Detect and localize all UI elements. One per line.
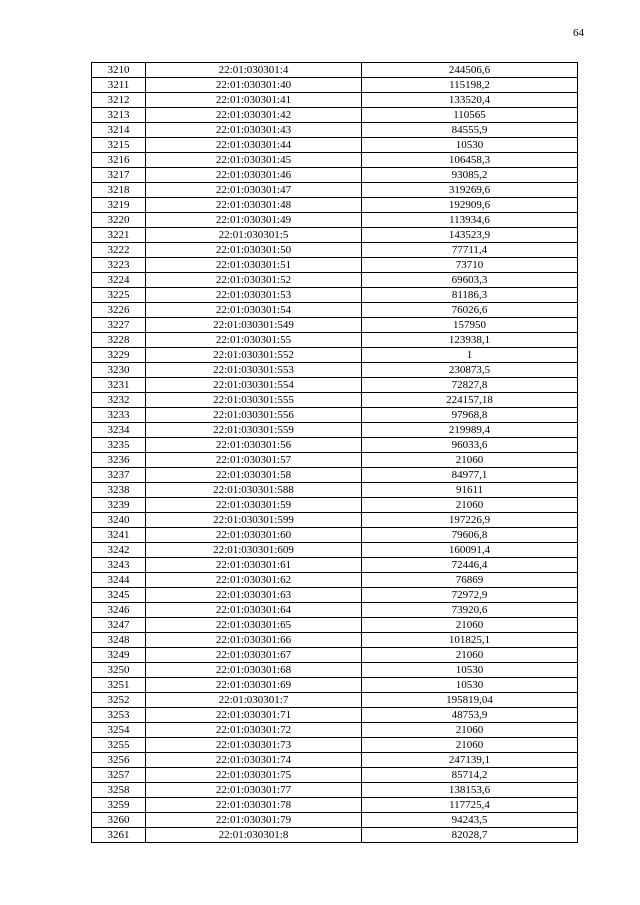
value-cell: 84555,9 (362, 123, 578, 138)
cadastral-number-cell: 22:01:030301:5 (146, 228, 362, 243)
value-cell: 143523,9 (362, 228, 578, 243)
cadastral-number-cell: 22:01:030301:45 (146, 153, 362, 168)
table-row (92, 708, 578, 723)
cadastral-number-cell: 22:01:030301:67 (146, 648, 362, 663)
row-number-cell: 3225 (92, 288, 146, 303)
table-row (92, 243, 578, 258)
table-row (92, 318, 578, 333)
cadastral-number-cell: 22:01:030301:68 (146, 663, 362, 678)
table-row (92, 288, 578, 303)
cadastral-number-cell: 22:01:030301:50 (146, 243, 362, 258)
table-row (92, 303, 578, 318)
value-cell: 76869 (362, 573, 578, 588)
row-number-cell: 3233 (92, 408, 146, 423)
table-row (92, 348, 578, 363)
row-number-cell: 3234 (92, 423, 146, 438)
table-row (92, 453, 578, 468)
table-row (92, 588, 578, 603)
row-number-cell: 3211 (92, 78, 146, 93)
value-cell: 160091,4 (362, 543, 578, 558)
value-cell: 81186,3 (362, 288, 578, 303)
table-row (92, 528, 578, 543)
cadastral-number-cell: 22:01:030301:556 (146, 408, 362, 423)
row-number-cell: 3223 (92, 258, 146, 273)
cadastral-number-cell: 22:01:030301:53 (146, 288, 362, 303)
cadastral-number-cell: 22:01:030301:69 (146, 678, 362, 693)
row-number-cell: 3216 (92, 153, 146, 168)
value-cell: 21060 (362, 498, 578, 513)
row-number-cell: 3256 (92, 753, 146, 768)
table-row (92, 678, 578, 693)
row-number-cell: 3254 (92, 723, 146, 738)
parcel-table (91, 62, 578, 843)
table-row (92, 723, 578, 738)
table-row (92, 813, 578, 828)
cadastral-number-cell: 22:01:030301:7 (146, 693, 362, 708)
value-cell: 69603,3 (362, 273, 578, 288)
row-number-cell: 3253 (92, 708, 146, 723)
value-cell: 138153,6 (362, 783, 578, 798)
value-cell: 244506,6 (362, 63, 578, 78)
table-row (92, 408, 578, 423)
value-cell: 123938,1 (362, 333, 578, 348)
table-row (92, 828, 578, 843)
cadastral-number-cell: 22:01:030301:78 (146, 798, 362, 813)
table-row (92, 333, 578, 348)
cadastral-number-cell: 22:01:030301:64 (146, 603, 362, 618)
cadastral-number-cell: 22:01:030301:49 (146, 213, 362, 228)
value-cell: 21060 (362, 723, 578, 738)
cadastral-number-cell: 22:01:030301:48 (146, 198, 362, 213)
value-cell: 72827,8 (362, 378, 578, 393)
table-row (92, 483, 578, 498)
row-number-cell: 3248 (92, 633, 146, 648)
cadastral-number-cell: 22:01:030301:549 (146, 318, 362, 333)
cadastral-number-cell: 22:01:030301:40 (146, 78, 362, 93)
value-cell: 219989,4 (362, 423, 578, 438)
cadastral-number-cell: 22:01:030301:59 (146, 498, 362, 513)
row-number-cell: 3246 (92, 603, 146, 618)
table-row (92, 63, 578, 78)
row-number-cell: 3247 (92, 618, 146, 633)
value-cell: 85714,2 (362, 768, 578, 783)
row-number-cell: 3255 (92, 738, 146, 753)
table-row (92, 468, 578, 483)
row-number-cell: 3212 (92, 93, 146, 108)
cadastral-number-cell: 22:01:030301:42 (146, 108, 362, 123)
table-row (92, 183, 578, 198)
value-cell: 319269,6 (362, 183, 578, 198)
cadastral-number-cell: 22:01:030301:61 (146, 558, 362, 573)
cadastral-number-cell: 22:01:030301:54 (146, 303, 362, 318)
value-cell: 48753,9 (362, 708, 578, 723)
row-number-cell: 3218 (92, 183, 146, 198)
row-number-cell: 3220 (92, 213, 146, 228)
table-row (92, 513, 578, 528)
value-cell: 93085,2 (362, 168, 578, 183)
table-row (92, 138, 578, 153)
value-cell: 192909,6 (362, 198, 578, 213)
cadastral-number-cell: 22:01:030301:559 (146, 423, 362, 438)
cadastral-number-cell: 22:01:030301:553 (146, 363, 362, 378)
cadastral-number-cell: 22:01:030301:55 (146, 333, 362, 348)
table-row (92, 558, 578, 573)
table-row (92, 753, 578, 768)
row-number-cell: 3228 (92, 333, 146, 348)
cadastral-number-cell: 22:01:030301:71 (146, 708, 362, 723)
row-number-cell: 3249 (92, 648, 146, 663)
cadastral-number-cell: 22:01:030301:72 (146, 723, 362, 738)
cadastral-number-cell: 22:01:030301:79 (146, 813, 362, 828)
table-row (92, 768, 578, 783)
value-cell: 117725,4 (362, 798, 578, 813)
row-number-cell: 3237 (92, 468, 146, 483)
table-row (92, 108, 578, 123)
value-cell: 230873,5 (362, 363, 578, 378)
value-cell: 72446,4 (362, 558, 578, 573)
cadastral-number-cell: 22:01:030301:8 (146, 828, 362, 843)
cadastral-number-cell: 22:01:030301:73 (146, 738, 362, 753)
table-row (92, 423, 578, 438)
row-number-cell: 3261 (92, 828, 146, 843)
table-row (92, 738, 578, 753)
cadastral-number-cell: 22:01:030301:555 (146, 393, 362, 408)
table-body (92, 63, 578, 843)
table-row (92, 573, 578, 588)
value-cell: 96033,6 (362, 438, 578, 453)
row-number-cell: 3217 (92, 168, 146, 183)
row-number-cell: 3259 (92, 798, 146, 813)
value-cell: 21060 (362, 738, 578, 753)
row-number-cell: 3260 (92, 813, 146, 828)
row-number-cell: 3224 (92, 273, 146, 288)
row-number-cell: 3214 (92, 123, 146, 138)
cadastral-number-cell: 22:01:030301:599 (146, 513, 362, 528)
row-number-cell: 3227 (92, 318, 146, 333)
value-cell: 84977,1 (362, 468, 578, 483)
cadastral-number-cell: 22:01:030301:47 (146, 183, 362, 198)
row-number-cell: 3238 (92, 483, 146, 498)
row-number-cell: 3210 (92, 63, 146, 78)
value-cell: 21060 (362, 618, 578, 633)
table-row (92, 498, 578, 513)
cadastral-number-cell: 22:01:030301:44 (146, 138, 362, 153)
value-cell: 113934,6 (362, 213, 578, 228)
row-number-cell: 3226 (92, 303, 146, 318)
table-row (92, 798, 578, 813)
value-cell: 1 (362, 348, 578, 363)
cadastral-number-cell: 22:01:030301:41 (146, 93, 362, 108)
cadastral-number-cell: 22:01:030301:552 (146, 348, 362, 363)
row-number-cell: 3242 (92, 543, 146, 558)
row-number-cell: 3245 (92, 588, 146, 603)
value-cell: 247139,1 (362, 753, 578, 768)
table-row (92, 393, 578, 408)
table-row (92, 228, 578, 243)
table-row (92, 198, 578, 213)
value-cell: 195819,04 (362, 693, 578, 708)
cadastral-number-cell: 22:01:030301:63 (146, 588, 362, 603)
row-number-cell: 3257 (92, 768, 146, 783)
cadastral-number-cell: 22:01:030301:588 (146, 483, 362, 498)
cadastral-number-cell: 22:01:030301:43 (146, 123, 362, 138)
table-row (92, 663, 578, 678)
value-cell: 21060 (362, 453, 578, 468)
row-number-cell: 3239 (92, 498, 146, 513)
row-number-cell: 3232 (92, 393, 146, 408)
cadastral-number-cell: 22:01:030301:4 (146, 63, 362, 78)
row-number-cell: 3219 (92, 198, 146, 213)
table-row (92, 213, 578, 228)
value-cell: 97968,8 (362, 408, 578, 423)
value-cell: 76026,6 (362, 303, 578, 318)
value-cell: 79606,8 (362, 528, 578, 543)
table-row (92, 93, 578, 108)
value-cell: 21060 (362, 648, 578, 663)
value-cell: 82028,7 (362, 828, 578, 843)
cadastral-number-cell: 22:01:030301:62 (146, 573, 362, 588)
row-number-cell: 3258 (92, 783, 146, 798)
row-number-cell: 3230 (92, 363, 146, 378)
cadastral-number-cell: 22:01:030301:66 (146, 633, 362, 648)
table-row (92, 603, 578, 618)
cadastral-number-cell: 22:01:030301:58 (146, 468, 362, 483)
cadastral-number-cell: 22:01:030301:77 (146, 783, 362, 798)
row-number-cell: 3251 (92, 678, 146, 693)
table-row (92, 783, 578, 798)
cadastral-number-cell: 22:01:030301:52 (146, 273, 362, 288)
row-number-cell: 3222 (92, 243, 146, 258)
value-cell: 197226,9 (362, 513, 578, 528)
row-number-cell: 3231 (92, 378, 146, 393)
value-cell: 101825,1 (362, 633, 578, 648)
table-row (92, 543, 578, 558)
table-row (92, 168, 578, 183)
row-number-cell: 3240 (92, 513, 146, 528)
table-row (92, 258, 578, 273)
row-number-cell: 3221 (92, 228, 146, 243)
table-row (92, 273, 578, 288)
row-number-cell: 3213 (92, 108, 146, 123)
value-cell: 10530 (362, 138, 578, 153)
value-cell: 91611 (362, 483, 578, 498)
table-row (92, 648, 578, 663)
row-number-cell: 3250 (92, 663, 146, 678)
table-row (92, 78, 578, 93)
cadastral-number-cell: 22:01:030301:56 (146, 438, 362, 453)
value-cell: 110565 (362, 108, 578, 123)
row-number-cell: 3241 (92, 528, 146, 543)
value-cell: 115198,2 (362, 78, 578, 93)
table-row (92, 153, 578, 168)
cadastral-number-cell: 22:01:030301:74 (146, 753, 362, 768)
value-cell: 224157,18 (362, 393, 578, 408)
value-cell: 73710 (362, 258, 578, 273)
value-cell: 133520,4 (362, 93, 578, 108)
value-cell: 10530 (362, 663, 578, 678)
row-number-cell: 3236 (92, 453, 146, 468)
cadastral-number-cell: 22:01:030301:51 (146, 258, 362, 273)
table-row (92, 438, 578, 453)
row-number-cell: 3229 (92, 348, 146, 363)
row-number-cell: 3215 (92, 138, 146, 153)
cadastral-number-cell: 22:01:030301:609 (146, 543, 362, 558)
cadastral-number-cell: 22:01:030301:46 (146, 168, 362, 183)
cadastral-number-cell: 22:01:030301:57 (146, 453, 362, 468)
table-row (92, 363, 578, 378)
table-row (92, 618, 578, 633)
page-number: 64 (573, 27, 584, 39)
table-row (92, 378, 578, 393)
value-cell: 72972,9 (362, 588, 578, 603)
value-cell: 106458,3 (362, 153, 578, 168)
cadastral-number-cell: 22:01:030301:75 (146, 768, 362, 783)
value-cell: 94243,5 (362, 813, 578, 828)
cadastral-number-cell: 22:01:030301:65 (146, 618, 362, 633)
table-row (92, 123, 578, 138)
row-number-cell: 3243 (92, 558, 146, 573)
value-cell: 10530 (362, 678, 578, 693)
row-number-cell: 3252 (92, 693, 146, 708)
table-row (92, 693, 578, 708)
value-cell: 73920,6 (362, 603, 578, 618)
row-number-cell: 3235 (92, 438, 146, 453)
table-row (92, 633, 578, 648)
value-cell: 157950 (362, 318, 578, 333)
row-number-cell: 3244 (92, 573, 146, 588)
cadastral-number-cell: 22:01:030301:60 (146, 528, 362, 543)
value-cell: 77711,4 (362, 243, 578, 258)
cadastral-number-cell: 22:01:030301:554 (146, 378, 362, 393)
